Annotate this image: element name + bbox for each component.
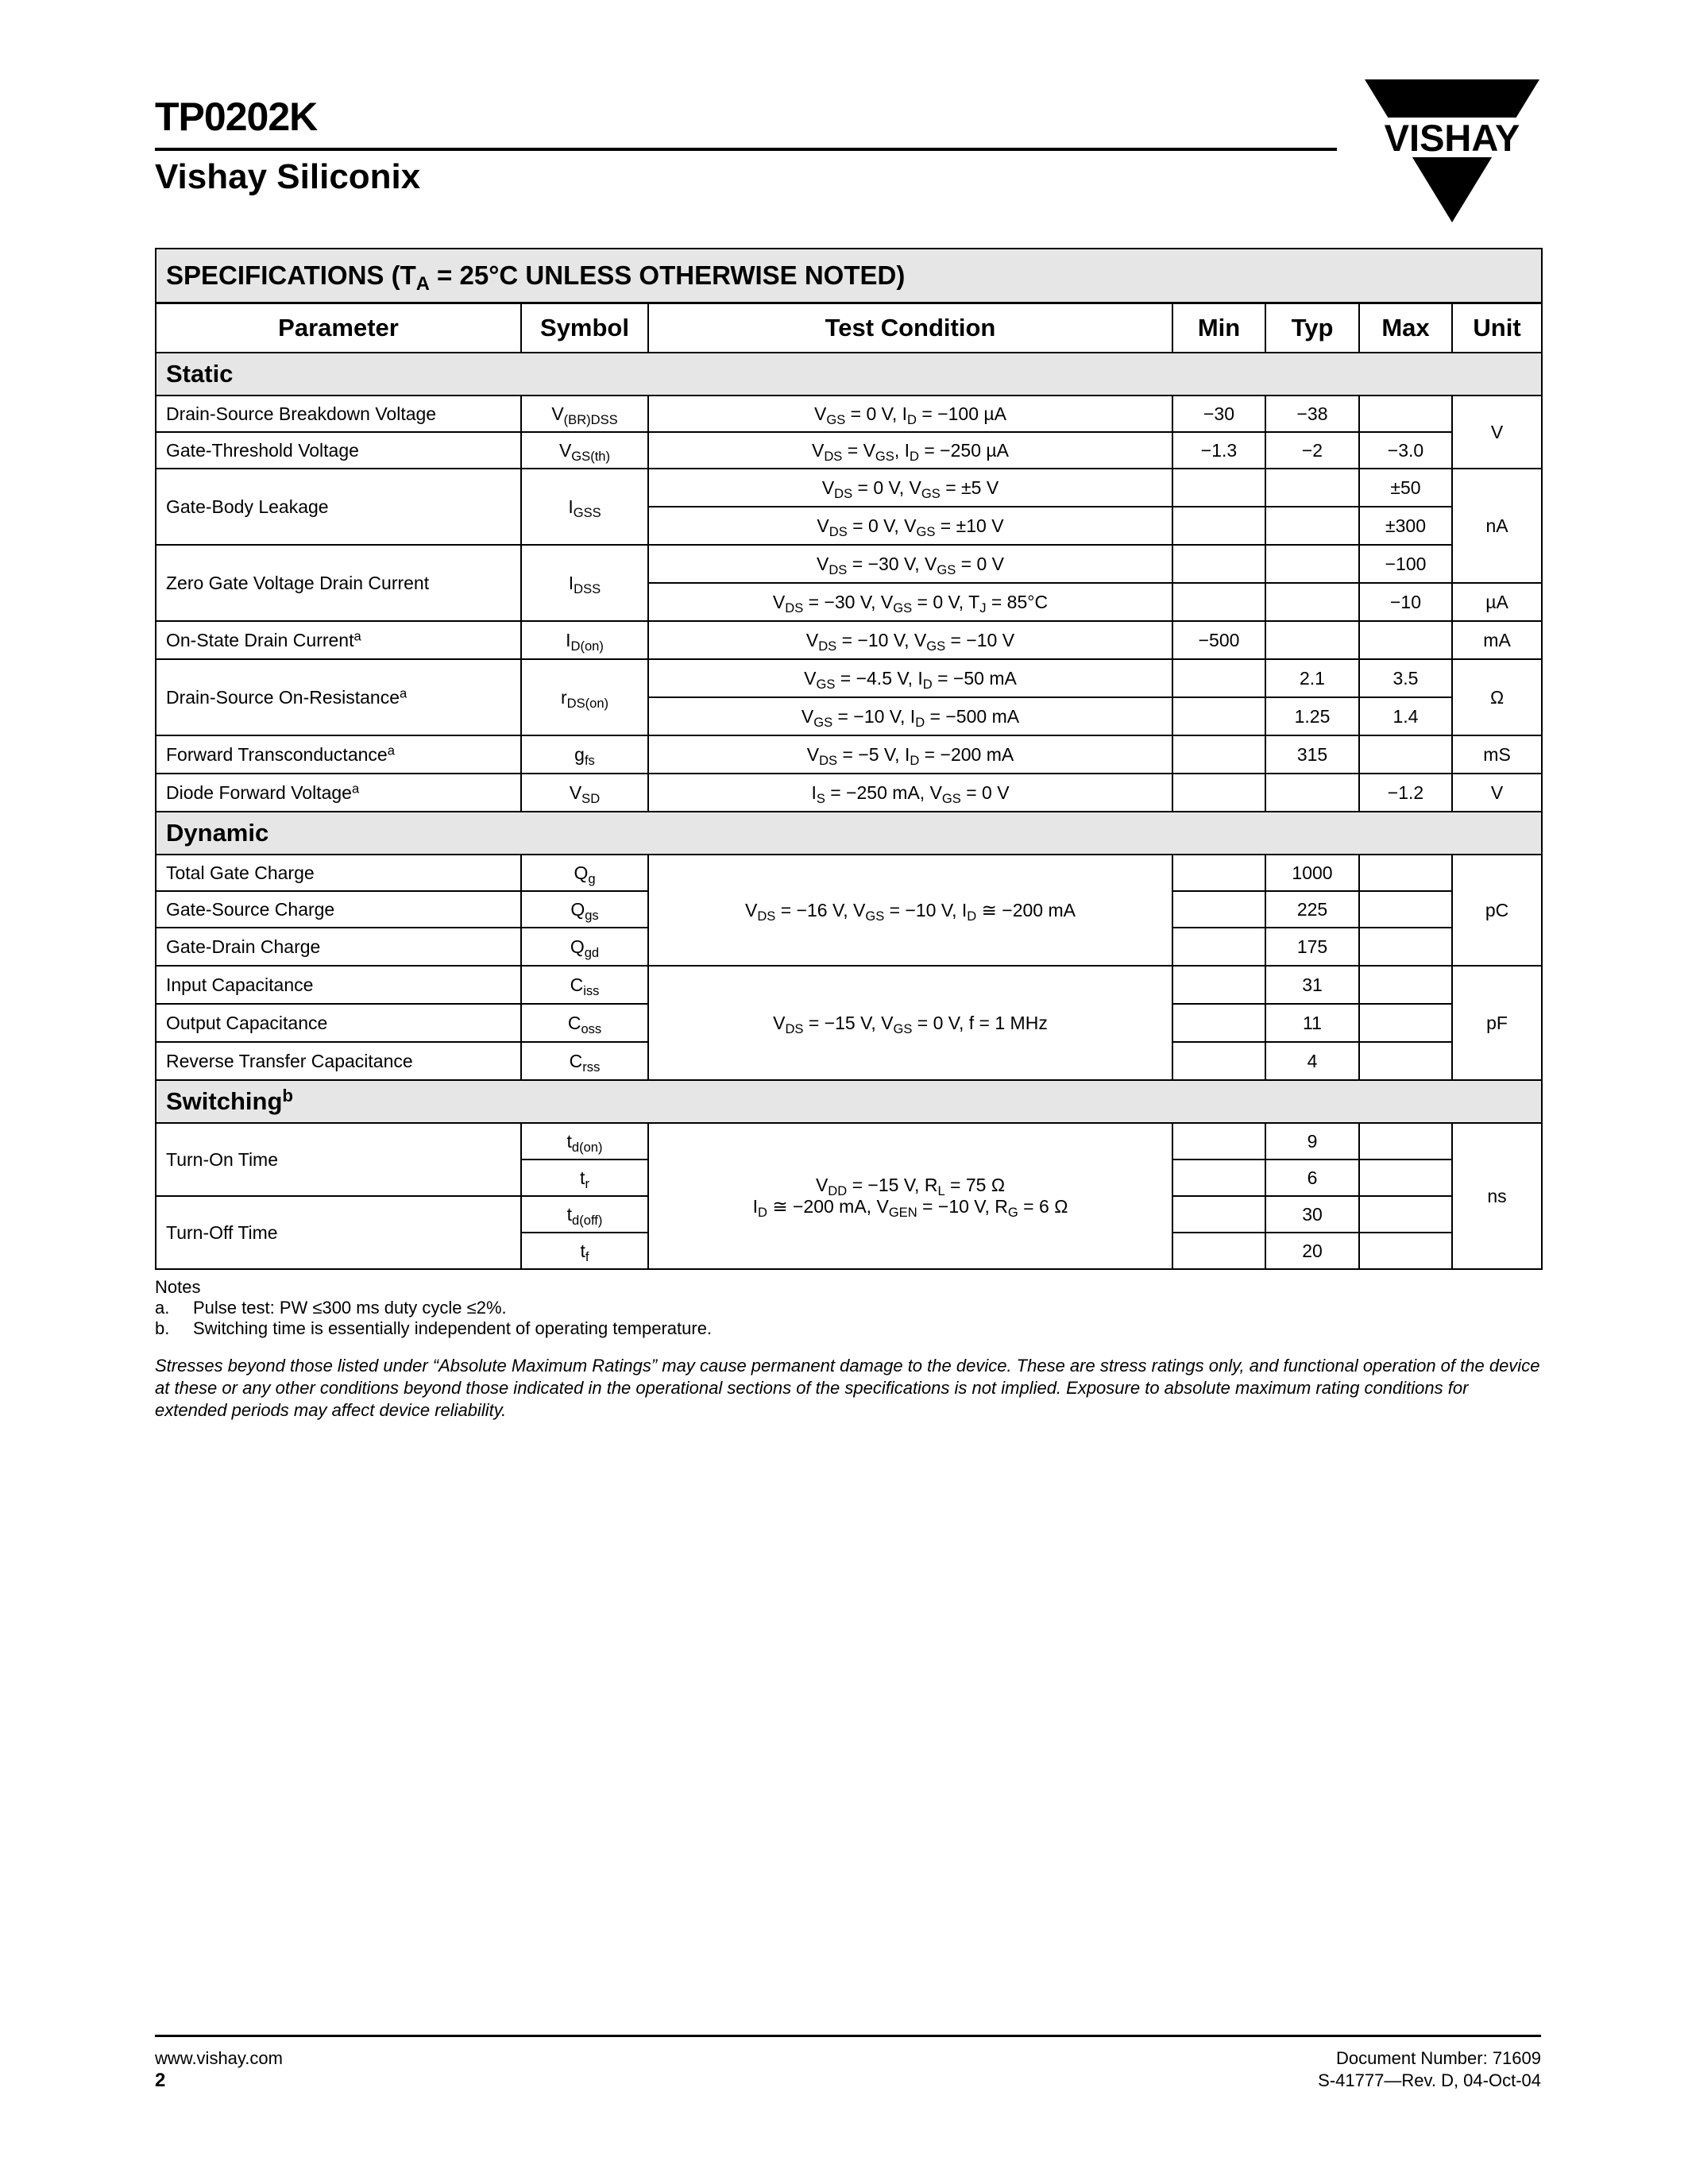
min-value: −500 bbox=[1172, 621, 1265, 659]
logo-text: VISHAY bbox=[1384, 117, 1520, 159]
param-gate-drain-charge: Gate-Drain Charge bbox=[156, 928, 521, 966]
company-name: Vishay Siliconix bbox=[155, 157, 421, 196]
typ-value: 175 bbox=[1265, 928, 1359, 966]
max-value bbox=[1359, 735, 1452, 774]
section-static: Static bbox=[156, 353, 1542, 396]
document-number: Document Number: 71609 bbox=[1335, 2048, 1541, 2068]
min-value bbox=[1172, 966, 1265, 1004]
unit-value: pC bbox=[1452, 855, 1542, 966]
footer-rule bbox=[155, 2035, 1541, 2037]
test-condition: $V_{DS} = 0$ V, $V_{GS} = \pm 10$ V bbox=[648, 507, 1172, 545]
page-number: 2 bbox=[155, 2070, 166, 2091]
notes bbox=[155, 1277, 1541, 1339]
part-number: TP0202K bbox=[155, 95, 318, 139]
symbol: $I_{GSS}$ bbox=[521, 469, 648, 545]
min-value bbox=[1172, 855, 1265, 891]
min-value bbox=[1172, 507, 1265, 545]
max-value bbox=[1359, 855, 1452, 891]
param-on-state: On-State Drain Current$^a$ bbox=[156, 621, 521, 659]
max-value bbox=[1359, 396, 1452, 432]
table-row bbox=[156, 855, 1542, 891]
unit-value: mS bbox=[1452, 735, 1542, 774]
table-title: SPECIFICATIONS ($T_A = 25^\circ C$ UNLESS OTHERWISE NOTED) bbox=[156, 249, 1542, 303]
table-row bbox=[156, 621, 1542, 659]
test-condition: $V_{GS} = 0$ V, $I_D = -100$ µA bbox=[648, 396, 1172, 432]
typ-value: 1000 bbox=[1265, 855, 1359, 891]
min-value: −30 bbox=[1172, 396, 1265, 432]
max-value: ±300 bbox=[1359, 507, 1452, 545]
symbol: $t_f$ bbox=[521, 1233, 648, 1269]
typ-value bbox=[1265, 507, 1359, 545]
min-value bbox=[1172, 928, 1265, 966]
max-value bbox=[1359, 891, 1452, 928]
max-value bbox=[1359, 1004, 1452, 1042]
section-switching: Switching$^b$ bbox=[156, 1080, 1542, 1123]
symbol: $g_{fs}$ bbox=[521, 735, 648, 774]
typ-value: 225 bbox=[1265, 891, 1359, 928]
max-value bbox=[1359, 928, 1452, 966]
typ-value: 30 bbox=[1265, 1196, 1359, 1233]
unit-value: nA bbox=[1452, 469, 1542, 583]
table-row bbox=[156, 735, 1542, 774]
typ-value: 315 bbox=[1265, 735, 1359, 774]
typ-value bbox=[1265, 469, 1359, 507]
symbol: $I_{DSS}$ bbox=[521, 545, 648, 621]
unit-value: pF bbox=[1452, 966, 1542, 1080]
param-zero-gate: Zero Gate Voltage Drain Current bbox=[156, 545, 521, 621]
min-value bbox=[1172, 1233, 1265, 1269]
min-value bbox=[1172, 1042, 1265, 1080]
typ-value: 2.1 bbox=[1265, 659, 1359, 697]
symbol: $Q_{gs}$ bbox=[521, 891, 648, 928]
max-value: −1.2 bbox=[1359, 774, 1452, 812]
specifications-table bbox=[155, 248, 1543, 1270]
symbol: $Q_g$ bbox=[521, 855, 648, 891]
typ-value: −38 bbox=[1265, 396, 1359, 432]
test-condition: $V_{DS} = -16$ V, $V_{GS} = -10$ V, $I_D$ ≅ −200 mA bbox=[648, 855, 1172, 966]
test-condition: $V_{DS} = -30$ V, $V_{GS} = 0$ V, $T_J = 85^\circ C$ bbox=[648, 583, 1172, 621]
max-value bbox=[1359, 621, 1452, 659]
max-value bbox=[1359, 1160, 1452, 1196]
min-value: −1.3 bbox=[1172, 432, 1265, 469]
table-row bbox=[156, 545, 1542, 583]
col-max: Max bbox=[1359, 303, 1452, 353]
min-value bbox=[1172, 469, 1265, 507]
test-condition: $V_{DS} = -30$ V, $V_{GS} = 0$ V bbox=[648, 545, 1172, 583]
test-condition: $V_{DS} = 0$ V, $V_{GS} = \pm 5$ V bbox=[648, 469, 1172, 507]
min-value bbox=[1172, 1123, 1265, 1160]
col-parameter: Parameter bbox=[156, 303, 521, 353]
param-turn-off-time: Turn-Off Time bbox=[156, 1196, 521, 1269]
min-value bbox=[1172, 545, 1265, 583]
col-min: Min bbox=[1172, 303, 1265, 353]
disclaimer: Stresses beyond those listed under “Absolute Maximum Ratings” may cause permanent damage to the device. These are stress ratings only, and functional operation of the device at these or any other conditions beyond those indicated in the operational sections of the specifications is not implied. Exposure to absolute maximum rating conditions for extended periods may affect device reliability. bbox=[155, 1356, 1540, 1420]
table-row bbox=[156, 432, 1542, 469]
max-value bbox=[1359, 966, 1452, 1004]
website-link[interactable]: www.vishay.com bbox=[155, 2048, 283, 2068]
param-reverse-capacitance: Reverse Transfer Capacitance bbox=[156, 1042, 521, 1080]
symbol: $C_{iss}$ bbox=[521, 966, 648, 1004]
max-value: ±50 bbox=[1359, 469, 1452, 507]
table-row bbox=[156, 469, 1542, 507]
table-row bbox=[156, 1123, 1542, 1160]
test-condition: $V_{DS} = -5$ V, $I_D = -200$ mA bbox=[648, 735, 1172, 774]
col-typ: Typ bbox=[1265, 303, 1359, 353]
test-condition: $V_{DD} = -15$ V, $R_L = 75$ Ω $I_D$ ≅ −200 mA, $V_{GEN} = -10$ V, $R_G = 6$ Ω bbox=[648, 1123, 1172, 1269]
header-rule bbox=[155, 148, 1337, 151]
param-on-resistance: Drain-Source On-Resistance$^a$ bbox=[156, 659, 521, 735]
symbol: $t_r$ bbox=[521, 1160, 648, 1196]
unit-value: ns bbox=[1452, 1123, 1542, 1269]
col-symbol: Symbol bbox=[521, 303, 648, 353]
symbol: $V_{GS(th)}$ bbox=[521, 432, 648, 469]
param-output-capacitance: Output Capacitance bbox=[156, 1004, 521, 1042]
param-transconductance: Forward Transconductance$^a$ bbox=[156, 735, 521, 774]
typ-value bbox=[1265, 621, 1359, 659]
unit-value: Ω bbox=[1452, 659, 1542, 735]
revision: S-41777—Rev. D, 04-Oct-04 bbox=[1318, 2070, 1541, 2090]
notes-heading: Notes bbox=[155, 1277, 201, 1297]
vishay-logo bbox=[1365, 79, 1539, 222]
max-value bbox=[1359, 1123, 1452, 1160]
typ-value: 6 bbox=[1265, 1160, 1359, 1196]
table-row bbox=[156, 966, 1542, 1004]
note-b: b. Switching time is essentially independent of operating temperature. bbox=[155, 1318, 713, 1338]
test-condition: $V_{DS} = V_{GS}$, $I_D = -250$ µA bbox=[648, 432, 1172, 469]
param-threshold: Gate-Threshold Voltage bbox=[156, 432, 521, 469]
column-headers bbox=[156, 303, 1542, 353]
max-value: 1.4 bbox=[1359, 697, 1452, 735]
max-value: −100 bbox=[1359, 545, 1452, 583]
param-total-gate-charge: Total Gate Charge bbox=[156, 855, 521, 891]
table-row bbox=[156, 396, 1542, 432]
symbol: $V_{(BR)DSS}$ bbox=[521, 396, 648, 432]
min-value bbox=[1172, 659, 1265, 697]
min-value bbox=[1172, 1004, 1265, 1042]
test-condition: $I_S = -250$ mA, $V_{GS} = 0$ V bbox=[648, 774, 1172, 812]
symbol: $Q_{gd}$ bbox=[521, 928, 648, 966]
table-row bbox=[156, 659, 1542, 697]
unit-value: V bbox=[1452, 774, 1542, 812]
min-value bbox=[1172, 697, 1265, 735]
max-value: −3.0 bbox=[1359, 432, 1452, 469]
unit-value: mA bbox=[1452, 621, 1542, 659]
symbol: $r_{DS(on)}$ bbox=[521, 659, 648, 735]
min-value bbox=[1172, 891, 1265, 928]
symbol: $C_{rss}$ bbox=[521, 1042, 648, 1080]
typ-value: 11 bbox=[1265, 1004, 1359, 1042]
min-value bbox=[1172, 1196, 1265, 1233]
typ-value: 9 bbox=[1265, 1123, 1359, 1160]
param-diode-forward: Diode Forward Voltage$^a$ bbox=[156, 774, 521, 812]
table-row bbox=[156, 774, 1542, 812]
typ-value: 20 bbox=[1265, 1233, 1359, 1269]
param-gate-source-charge: Gate-Source Charge bbox=[156, 891, 521, 928]
unit-value: µA bbox=[1452, 583, 1542, 621]
min-value bbox=[1172, 1160, 1265, 1196]
max-value bbox=[1359, 1042, 1452, 1080]
min-value bbox=[1172, 735, 1265, 774]
test-condition: $V_{DS} = -15$ V, $V_{GS} = 0$ V, f = 1 MHz bbox=[648, 966, 1172, 1080]
min-value bbox=[1172, 583, 1265, 621]
test-condition: $V_{DS} = -10$ V, $V_{GS} = -10$ V bbox=[648, 621, 1172, 659]
typ-value bbox=[1265, 583, 1359, 621]
footer-right bbox=[1318, 2047, 1541, 2092]
symbol: $C_{oss}$ bbox=[521, 1004, 648, 1042]
max-value: 3.5 bbox=[1359, 659, 1452, 697]
symbol: $I_{D(on)}$ bbox=[521, 621, 648, 659]
note-a: a. Pulse test: PW ≤300 ms duty cycle ≤2%. bbox=[155, 1298, 507, 1318]
typ-value: 31 bbox=[1265, 966, 1359, 1004]
symbol: $t_{d(on)}$ bbox=[521, 1123, 648, 1160]
typ-value bbox=[1265, 774, 1359, 812]
max-value bbox=[1359, 1233, 1452, 1269]
col-unit: Unit bbox=[1452, 303, 1542, 353]
unit-value: V bbox=[1452, 396, 1542, 469]
section-dynamic: Dynamic bbox=[156, 812, 1542, 855]
symbol: $V_{SD}$ bbox=[521, 774, 648, 812]
param-turn-on-time: Turn-On Time bbox=[156, 1123, 521, 1196]
max-value: −10 bbox=[1359, 583, 1452, 621]
param-input-capacitance: Input Capacitance bbox=[156, 966, 521, 1004]
min-value bbox=[1172, 774, 1265, 812]
param-gate-body-leakage: Gate-Body Leakage bbox=[156, 469, 521, 545]
test-condition: $V_{GS} = -10$ V, $I_D = -500$ mA bbox=[648, 697, 1172, 735]
max-value bbox=[1359, 1196, 1452, 1233]
footer-left bbox=[155, 2047, 283, 2092]
typ-value: 4 bbox=[1265, 1042, 1359, 1080]
param-breakdown: Drain-Source Breakdown Voltage bbox=[156, 396, 521, 432]
typ-value: −2 bbox=[1265, 432, 1359, 469]
test-condition: $V_{GS} = -4.5$ V, $I_D = -50$ mA bbox=[648, 659, 1172, 697]
symbol: $t_{d(off)}$ bbox=[521, 1196, 648, 1233]
typ-value bbox=[1265, 545, 1359, 583]
col-test-condition: Test Condition bbox=[648, 303, 1172, 353]
typ-value: 1.25 bbox=[1265, 697, 1359, 735]
